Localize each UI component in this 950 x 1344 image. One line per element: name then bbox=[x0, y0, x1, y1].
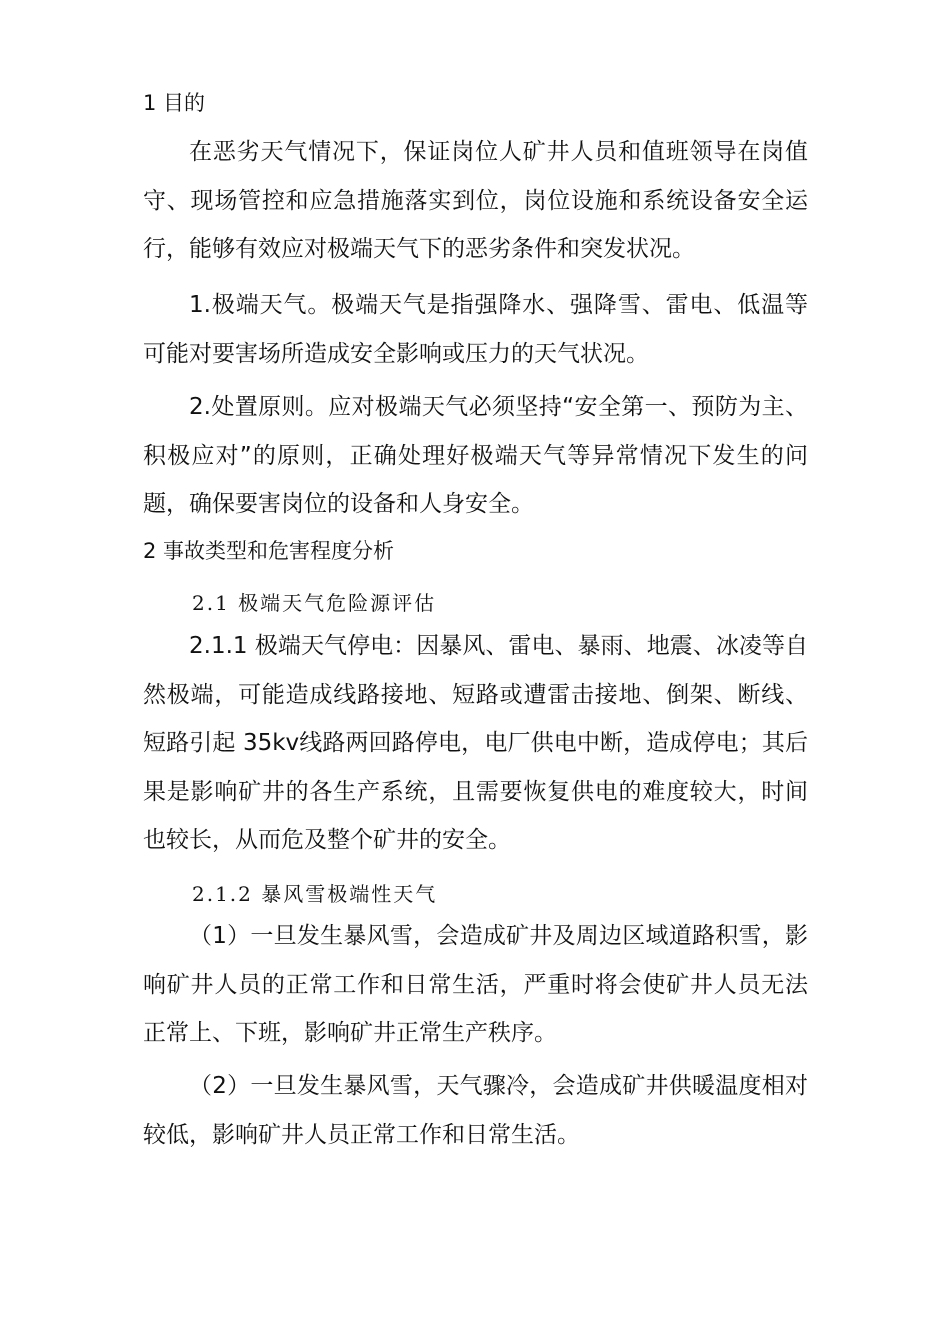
paragraph-handling-principle: 2.处置原则。应对极端天气必须坚持“安全第一、预防为主、积极应对”的原则，正确处理好极端天气等异常情况下发生的问题，确保要害岗位的设备和人身安全。 bbox=[143, 394, 808, 517]
paragraph-snowstorm-2: （2）一旦发生暴风雪，天气骤冷，会造成矿井供暖温度相对较低，影响矿井人员正常工作和日常生活。 bbox=[143, 1073, 808, 1148]
paragraph-power-outage: 2.1.1 极端天气停电：因暴风、雷电、暴雨、地震、冰凌等自然极端，可能造成线路接地、短路或遭雷击接地、倒架、断线、短路引起 35kv线路两回路停电，电厂供电中断，造成停电；其后果是影响矿井的各生产系统，且需要恢复供电的难度较大，时间也较长，从而危及整个矿井的安全。 bbox=[143, 633, 808, 853]
subsection-2-1-heading: 2.1 极端天气危险源评估 bbox=[192, 591, 437, 615]
section-2-heading: 2 事故类型和危害程度分析 bbox=[143, 539, 395, 563]
paragraph-snowstorm-1: （1）一旦发生暴风雪，会造成矿井及周边区域道路积雪，影响矿井人员的正常工作和日常生活，严重时将会使矿井人员无法正常上、下班，影响矿井正常生产秩序。 bbox=[143, 923, 808, 1046]
paragraph-extreme-weather-definition: 1.极端天气。极端天气是指强降水、强降雪、雷电、低温等可能对要害场所造成安全影响或压力的天气状况。 bbox=[143, 292, 808, 367]
section-1-heading: 1 目的 bbox=[143, 91, 206, 115]
paragraph-purpose: 在恶劣天气情况下，保证岗位人矿井人员和值班领导在岗值守、现场管控和应急措施落实到位，岗位设施和系统设备安全运行，能够有效应对极端天气下的恶劣条件和突发状况。 bbox=[143, 139, 808, 262]
subsection-2-1-2-heading: 2.1.2 暴风雪极端性天气 bbox=[192, 882, 438, 906]
